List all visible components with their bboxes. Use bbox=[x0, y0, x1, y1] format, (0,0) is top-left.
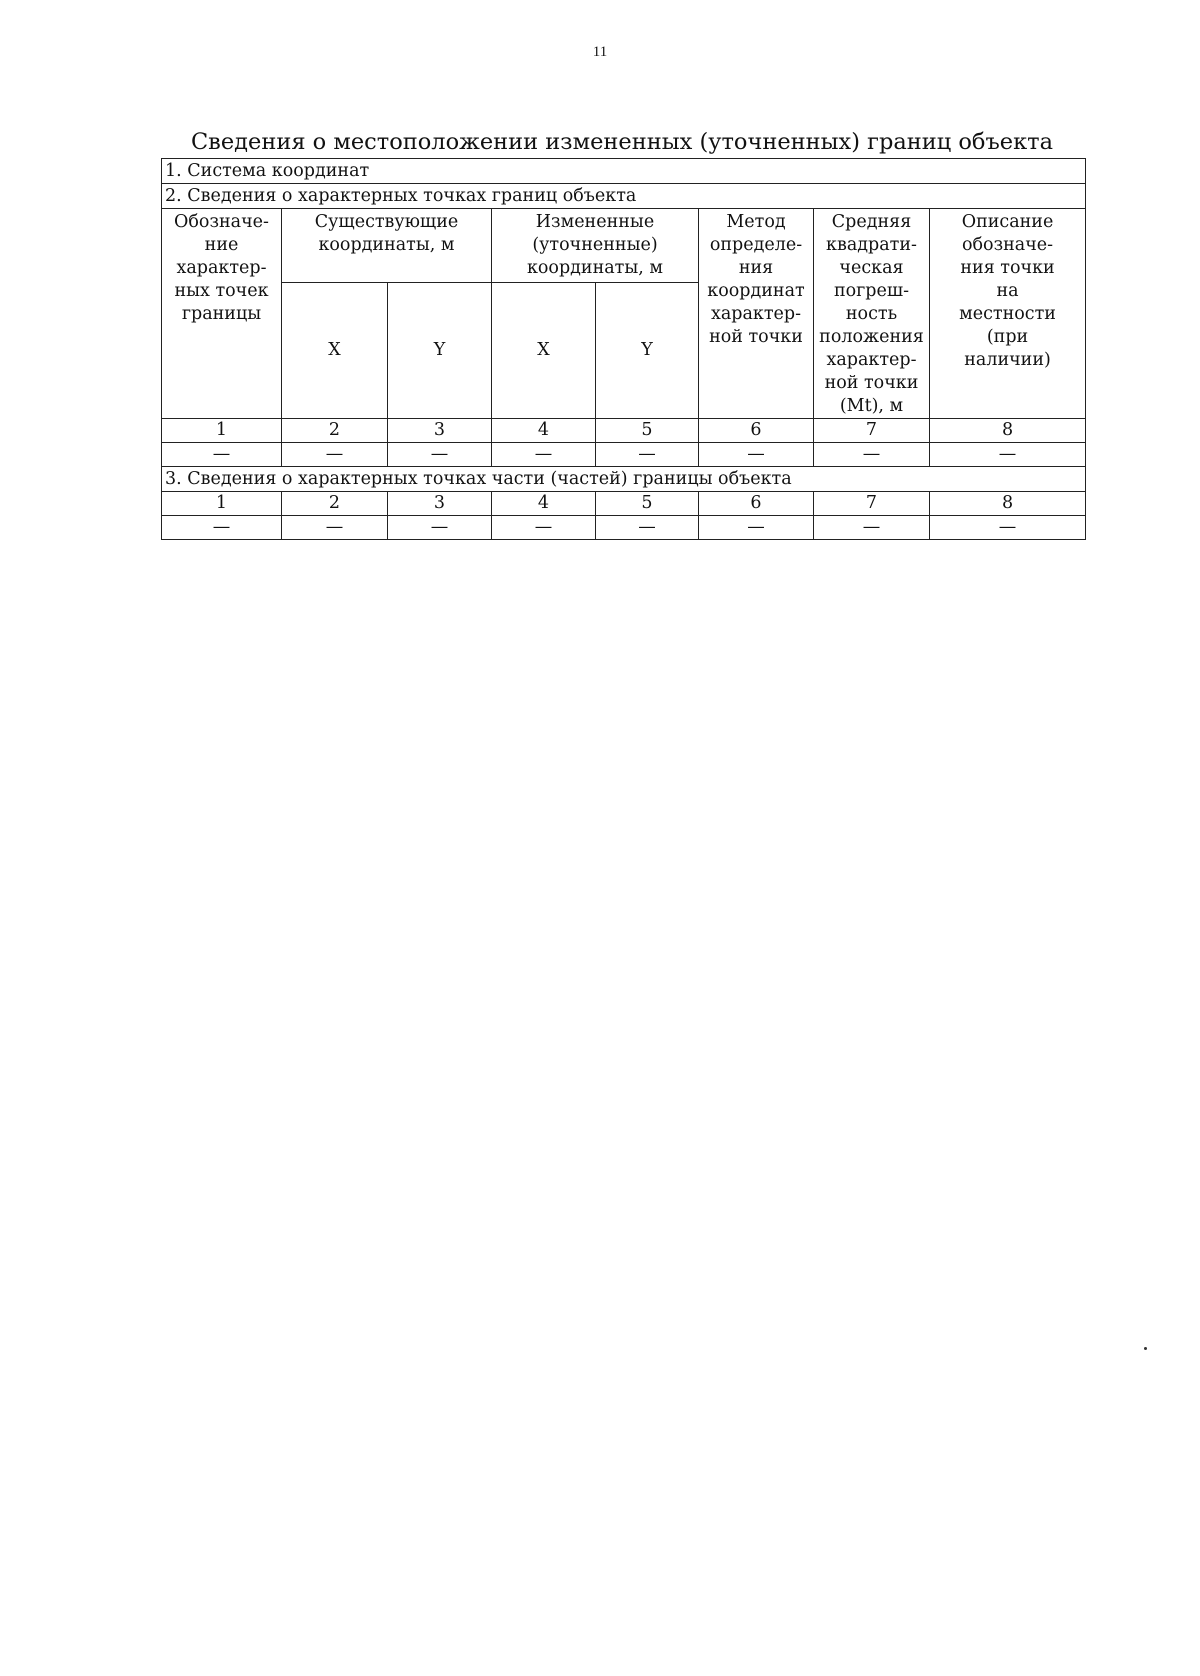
column-number: 1 bbox=[162, 419, 282, 443]
column-number: 8 bbox=[930, 419, 1086, 443]
column-number: 5 bbox=[596, 419, 699, 443]
header-designation: Обозначе- ние характер- ных точек границы bbox=[162, 209, 282, 419]
column-number: 4 bbox=[492, 492, 596, 516]
column-number: 4 bbox=[492, 419, 596, 443]
empty-cell: — bbox=[492, 516, 596, 540]
empty-cell: — bbox=[814, 443, 930, 467]
empty-cell: — bbox=[162, 516, 282, 540]
column-number: 3 bbox=[388, 419, 492, 443]
column-number: 5 bbox=[596, 492, 699, 516]
column-number: 2 bbox=[282, 419, 388, 443]
empty-cell: — bbox=[814, 516, 930, 540]
empty-cell: — bbox=[282, 443, 388, 467]
empty-cell: — bbox=[388, 516, 492, 540]
column-number: 6 bbox=[699, 419, 814, 443]
boundary-table bbox=[161, 158, 1086, 540]
header-existing-y: Y bbox=[388, 283, 492, 419]
column-number: 8 bbox=[930, 492, 1086, 516]
empty-cell: — bbox=[930, 443, 1086, 467]
header-existing-x: X bbox=[282, 283, 388, 419]
empty-cell: — bbox=[699, 443, 814, 467]
empty-cell: — bbox=[162, 443, 282, 467]
section-boundary-points: 2. Сведения о характерных точках границ объекта bbox=[162, 184, 1086, 209]
document-title: Сведения о местоположении измененных (уточненных) границ объекта bbox=[190, 129, 1054, 155]
column-numbers-row bbox=[162, 419, 1086, 443]
empty-data-row-part bbox=[162, 516, 1086, 540]
section-part-points-row bbox=[162, 467, 1086, 492]
header-method: Метод определе- ния координат характер- ной точки bbox=[699, 209, 814, 419]
header-existing-coordinates: Существующие координаты, м bbox=[282, 209, 492, 283]
column-number: 7 bbox=[814, 419, 930, 443]
header-mean-square-error: Средняя квадрати- ческая погреш- ность положения характер- ной точки (Mt), м bbox=[814, 209, 930, 419]
section-coordinate-system-row bbox=[162, 159, 1086, 184]
header-point-description: Описание обозначе- ния точки на местности (при наличии) bbox=[930, 209, 1086, 419]
empty-data-row bbox=[162, 443, 1086, 467]
empty-cell: — bbox=[699, 516, 814, 540]
empty-cell: — bbox=[596, 443, 699, 467]
column-number: 2 bbox=[282, 492, 388, 516]
empty-cell: — bbox=[388, 443, 492, 467]
header-changed-coordinates: Измененные (уточненные) координаты, м bbox=[492, 209, 699, 283]
section-coordinate-system: 1. Система координат bbox=[162, 159, 1086, 184]
header-row bbox=[162, 209, 1086, 283]
empty-cell: — bbox=[930, 516, 1086, 540]
scan-speck bbox=[1144, 1347, 1147, 1350]
header-changed-x: X bbox=[492, 283, 596, 419]
section-part-boundary-points: 3. Сведения о характерных точках части (частей) границы объекта bbox=[162, 467, 1086, 492]
empty-cell: — bbox=[282, 516, 388, 540]
column-number: 6 bbox=[699, 492, 814, 516]
column-numbers-row-part bbox=[162, 492, 1086, 516]
column-number: 7 bbox=[814, 492, 930, 516]
section-boundary-points-row bbox=[162, 184, 1086, 209]
empty-cell: — bbox=[596, 516, 699, 540]
page-number: 11 bbox=[592, 44, 608, 60]
column-number: 3 bbox=[388, 492, 492, 516]
column-number: 1 bbox=[162, 492, 282, 516]
empty-cell: — bbox=[492, 443, 596, 467]
header-changed-y: Y bbox=[596, 283, 699, 419]
